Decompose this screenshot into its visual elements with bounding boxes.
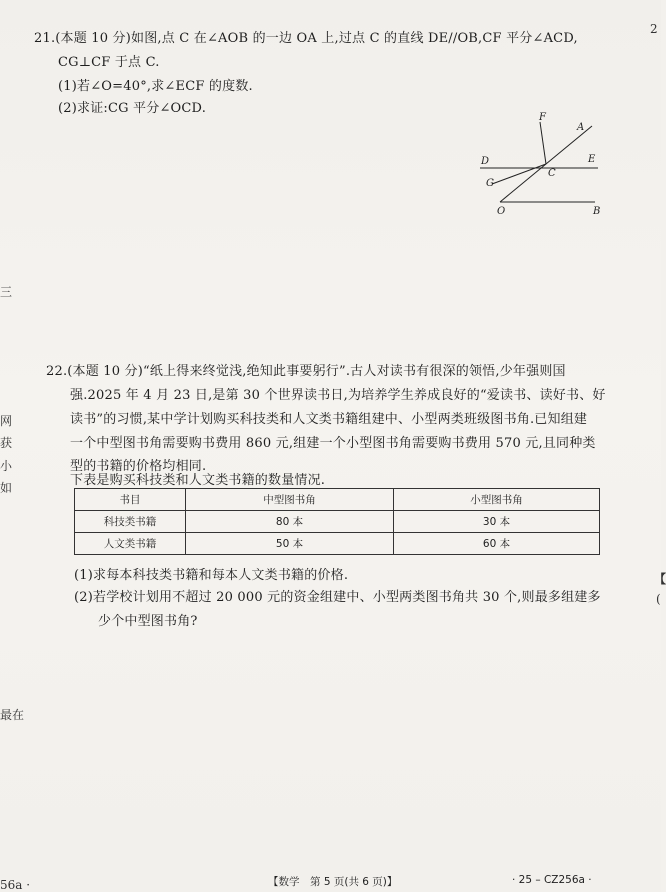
edge-fragment: ( — [656, 592, 661, 606]
edge-fragment: 【 — [654, 572, 666, 586]
q22-part2-b: 少个中型图书角? — [98, 614, 198, 629]
q21-geometry-diagram — [470, 110, 620, 220]
page-code: · 25 – CZ256a · — [512, 874, 592, 886]
label-d: D — [481, 156, 490, 167]
ray-cf — [540, 122, 546, 164]
q21-condition: CG⊥CF 于点 C. — [58, 55, 160, 70]
label-c: C — [548, 168, 556, 179]
table-row — [75, 533, 600, 555]
label-f: F — [539, 112, 546, 123]
table-cell: 科技类书籍 — [75, 511, 186, 533]
q22-line-3: 读书”的习惯,某中学计划购买科技类和人文类书籍组建中、小型两类班级图书角.已知组建 — [70, 412, 588, 427]
q22-line-4: 一个中型图书角需要购书费用 860 元,组建一个小型图书角需要购书费用 570 元,且同种类 — [70, 436, 596, 451]
edge-fragment: 最在 — [0, 708, 25, 722]
q21-header: 21.(本题 10 分)如图,点 C 在∠AOB 的一边 OA 上,过点 C 的直线 DE//OB,CF 平分∠ACD, — [34, 31, 578, 46]
table-cell: 50 本 — [186, 533, 394, 555]
q22-table-intro: 下表是购买科技类和人文类书籍的数量情况. — [70, 473, 326, 488]
edge-fragment: 2 — [650, 22, 658, 36]
q22-part1: (1)求每本科技类书籍和每本人文类书籍的价格. — [74, 568, 349, 583]
edge-fragment: 网 — [0, 414, 13, 428]
ray-cg — [492, 164, 546, 184]
edge-fragment: 获 — [0, 436, 13, 450]
table-header-cell: 小型图书角 — [394, 489, 600, 511]
q22-line-1: 22.(本题 10 分)“纸上得来终觉浅,绝知此事要躬行”.古人对读书有很深的领悟,少年强则国 — [46, 364, 566, 379]
edge-fragment: 三 — [0, 285, 13, 299]
label-b: B — [593, 206, 601, 217]
label-e: E — [588, 154, 596, 165]
table-cell: 80 本 — [186, 511, 394, 533]
q22-line-5: 型的书籍的价格均相同. — [70, 459, 207, 474]
label-o: O — [497, 206, 506, 217]
table-row — [75, 511, 600, 533]
q22-part2-a: (2)若学校计划用不超过 20 000 元的资金组建中、小型两类图书角共 30 个,则最多组建多 — [74, 590, 601, 605]
table-header-cell: 书目 — [75, 489, 186, 511]
q22-line-2: 强.2025 年 4 月 23 日,是第 30 个世界读书日,为培养学生养成良好的“爱读书、读好书、好 — [70, 388, 606, 403]
table-cell: 30 本 — [394, 511, 600, 533]
table-cell: 人文类书籍 — [75, 533, 186, 555]
q21-part1: (1)若∠O=40°,求∠ECF 的度数. — [58, 79, 253, 94]
books-table — [74, 488, 600, 555]
edge-fragment: 如 — [0, 481, 13, 495]
table-header-cell: 中型图书角 — [186, 489, 394, 511]
edge-fragment: 小 — [0, 459, 13, 473]
table-header-row — [75, 489, 600, 511]
label-a: A — [577, 122, 585, 133]
q21-part2: (2)求证:CG 平分∠OCD. — [58, 101, 207, 116]
table-cell: 60 本 — [394, 533, 600, 555]
label-g: G — [486, 178, 494, 189]
edge-fragment: 56a · — [0, 878, 31, 892]
page-footer: 【数学 第 5 页(共 6 页)】 — [268, 876, 398, 888]
